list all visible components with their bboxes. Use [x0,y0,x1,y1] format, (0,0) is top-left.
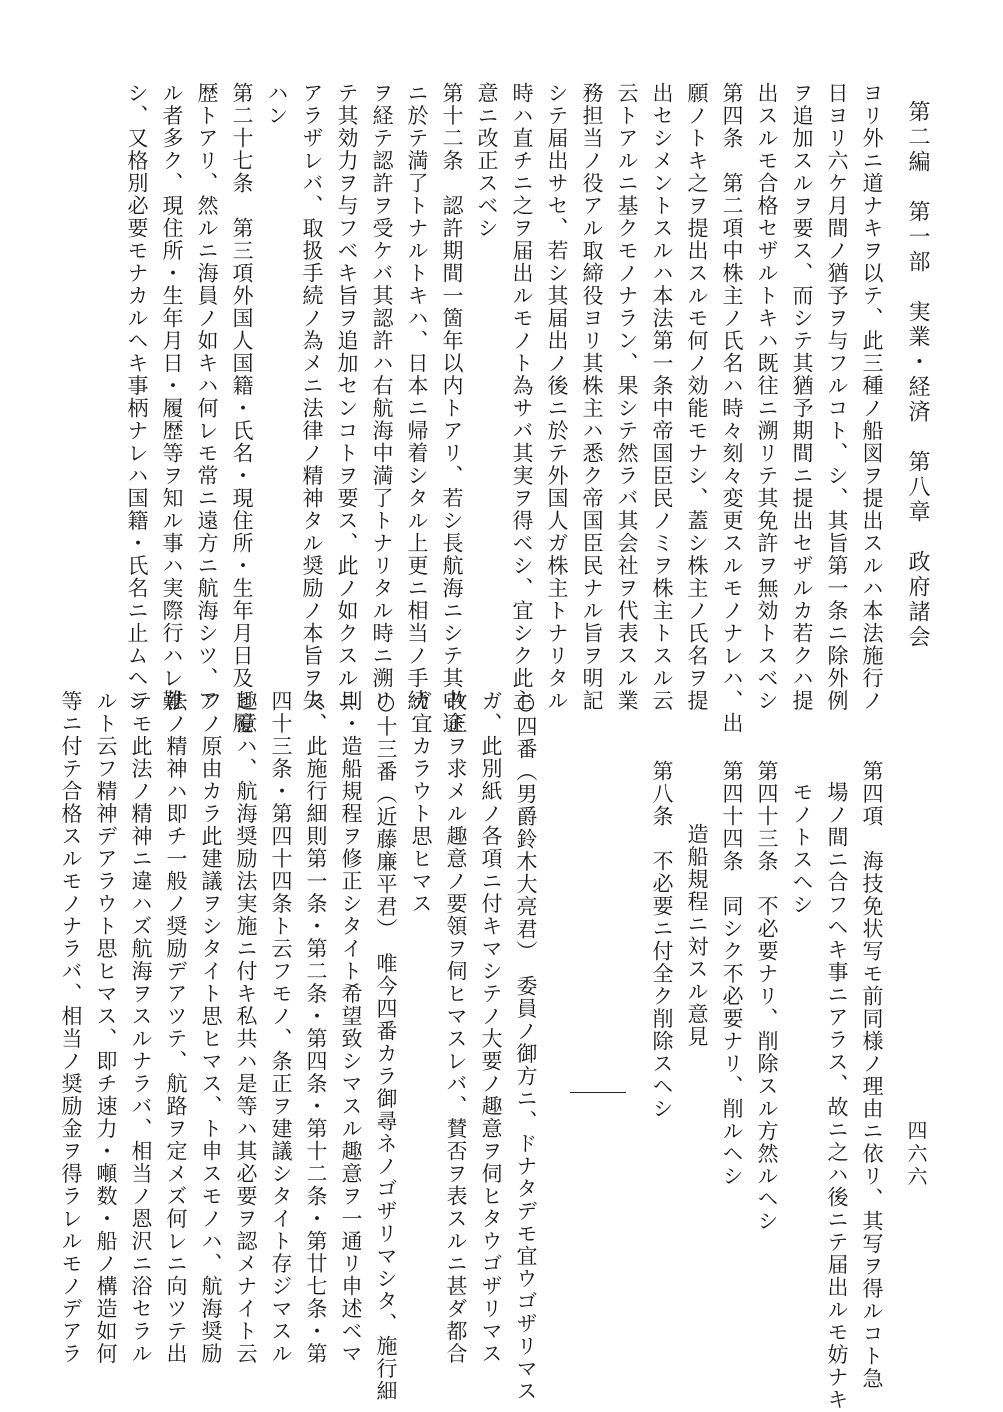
running-header: 第二編 第一部 実業・経済 第八章 政府諸会 [905,100,930,650]
text-line: ス、此施行細則第一条・第二条・第四条・第十二条・第廿七条・第 [304,690,328,1365]
text-line: ハン [265,82,289,127]
text-line: アラザレバ、取扱手続ノ為メニ法律ノ精神タル奨励ノ本旨ヲ失 [300,82,324,712]
text-line: ヲ追加スルヲ要ス、而シテ其猶予期間ニ提出セザルカ若クハ提 [790,82,814,712]
text-block-lower-left [59,690,543,1403]
text-line: 願ノトキ之ヲ提出スルモ何ノ効能モナシ、蓋シ株主ノ氏名ヲ提 [685,82,709,712]
text-line: シテ届出サセ、若シ其届出ノ後ニ於テ外国人ガ株主トナリタル [545,82,569,712]
speaker-line: ○四番（男爵鈴木大亮君） 委員ノ御方ニ、ドナタデモ宜ウゴザリマス [514,690,538,1403]
text-line: 務担当ノ役アル取締役ヨリ其株主ハ悉ク帝国臣民ナル旨ヲ明記 [580,82,604,712]
text-line: 第八条 不必要ニ付全ク削除スヘシ [650,760,674,1120]
text-line: ガ、此別紙ノ各項ニ付キマシテノ大要ノ趣意ヲ伺ヒタウゴザリマス [479,690,503,1365]
speaker-line: ○十三番（近藤廉平君） 唯今四番カラ御尋ネノゴザリマシタ、施行細 [374,690,398,1403]
text-line: 云トアルニ基クモノナラン、果シテ然ラバ其会社ヲ代表スル業 [615,82,639,712]
text-line: ガ宜カラウト思ヒマス [409,690,433,915]
text-line: シ、又格別必要モナカルヘキ事柄ナレハ国籍・氏名ニ止ムヘシ [125,82,149,712]
text-line: 法ノ精神ハ即チ一般ノ奨励デアツテ、航路ヲ定メズ何レニ向ツテ出 [164,690,188,1365]
text-line: 第四条 第二項中株主ノ氏名ハ時々刻々変更スルモノナレハ、出 [720,82,744,735]
divider-line [570,1092,626,1093]
text-line: 第四項 海技免状写モ前同様ノ理由ニ依リ、其写ヲ得ルコト急 [860,760,884,1390]
text-line: モノトスヘシ [790,781,814,916]
text-line: 第四十四条 同シク不必要ナリ、削ルヘシ [720,760,744,1188]
text-line: 意ニ改正スベシ [475,82,499,240]
text-line: ヲ経テ認許ヲ受ケバ其認許ハ右航海中満了トナリタル時ニ溯リ [370,82,394,712]
text-line: ニ於テ満了トナルトキハ、日本ニ帰着シタル上更ニ相当ノ手続 [405,82,429,712]
section-heading: 造船規程ニ対スル意見 [685,823,709,1048]
text-line: テモ此法ノ精神ニ違ハズ航海ヲスルナラバ、相当ノ恩沢ニ浴セラル [129,690,153,1365]
text-block-lower-right [549,760,889,1411]
text-line: ヨリ外ニ道ナキヲ以テ、此三種ノ船図ヲ提出スルハ本法施行ノ [860,82,884,712]
text-line: 第十二条 認許期間一箇年以内トアリ、若シ長航海ニシテ其中途 [440,82,464,735]
text-line: 第四十三条 不必要ナリ、削除スル方然ルヘシ [755,760,779,1233]
text-line: 四十三条・第四十四条ト云フモノ、条正ヲ建議シタイト存ジマスル [269,690,293,1365]
text-line: ルト云フ精神デアラウト思ヒマス、即チ速力・噸数・船ノ構造如何 [94,690,118,1365]
text-line: テ其効力ヲ与フベキ旨ヲ追加センコトヲ要ス、此ノ如クスルニ [335,82,359,712]
text-line: フノ原由カラ此建議ヲシタイト思ヒマス、ト申スモノハ、航海奨励 [199,690,223,1365]
text-line: 則・造船規程ヲ修正シタイト希望致シマスル趣意ヲ一通リ申述ベマ [339,690,363,1365]
text-line: ル者多ク、現住所・生年月日・履歴等ヲ知ル事ハ実際行ハレ難 [160,82,184,712]
text-line: 改正ヲ求メル趣意ノ要領ヲ伺ヒマスレバ、賛否ヲ表スルニ甚ダ都合 [444,690,468,1365]
text-line: 出セシメントスルハ本法第一条中帝国臣民ノミヲ株主トスル云 [650,82,674,712]
text-line: 場ノ間ニ合フヘキ事ニアラス、故ニ之ハ後ニテ届出ルモ妨ナキ [825,781,849,1411]
text-line: 趣意ハ、航海奨励法実施ニ付キ私共ハ是等ハ其必要ヲ認メナイト云 [234,690,258,1365]
text-line: 歴トアリ、然ルニ海員ノ如キハ何レモ常ニ遠方ニ航海シツ、ア [195,82,219,712]
text-line: 日ヨリ六ケ月間ノ猶予ヲ与フルコト、シ、其旨第一条ニ除外例 [825,82,849,712]
page-number: 四六六 [904,1120,928,1189]
text-line: 時ハ直チニ之ヲ届出ルモノト為サバ其実ヲ得ベシ、宜シク此主 [510,82,534,712]
text-line: 出スルモ合格セザルトキハ既往ニ溯リテ其免許ヲ無効トスベシ [755,82,779,712]
text-block-upper [59,82,889,735]
text-line: 第二十七条 第三項外国人国籍・氏名・現住所・生年月日及ヒ履 [230,82,254,735]
text-line: 等ニ付テ合格スルモノナラバ、相当ノ奨励金ヲ得ラレルモノデアラ [59,690,83,1365]
